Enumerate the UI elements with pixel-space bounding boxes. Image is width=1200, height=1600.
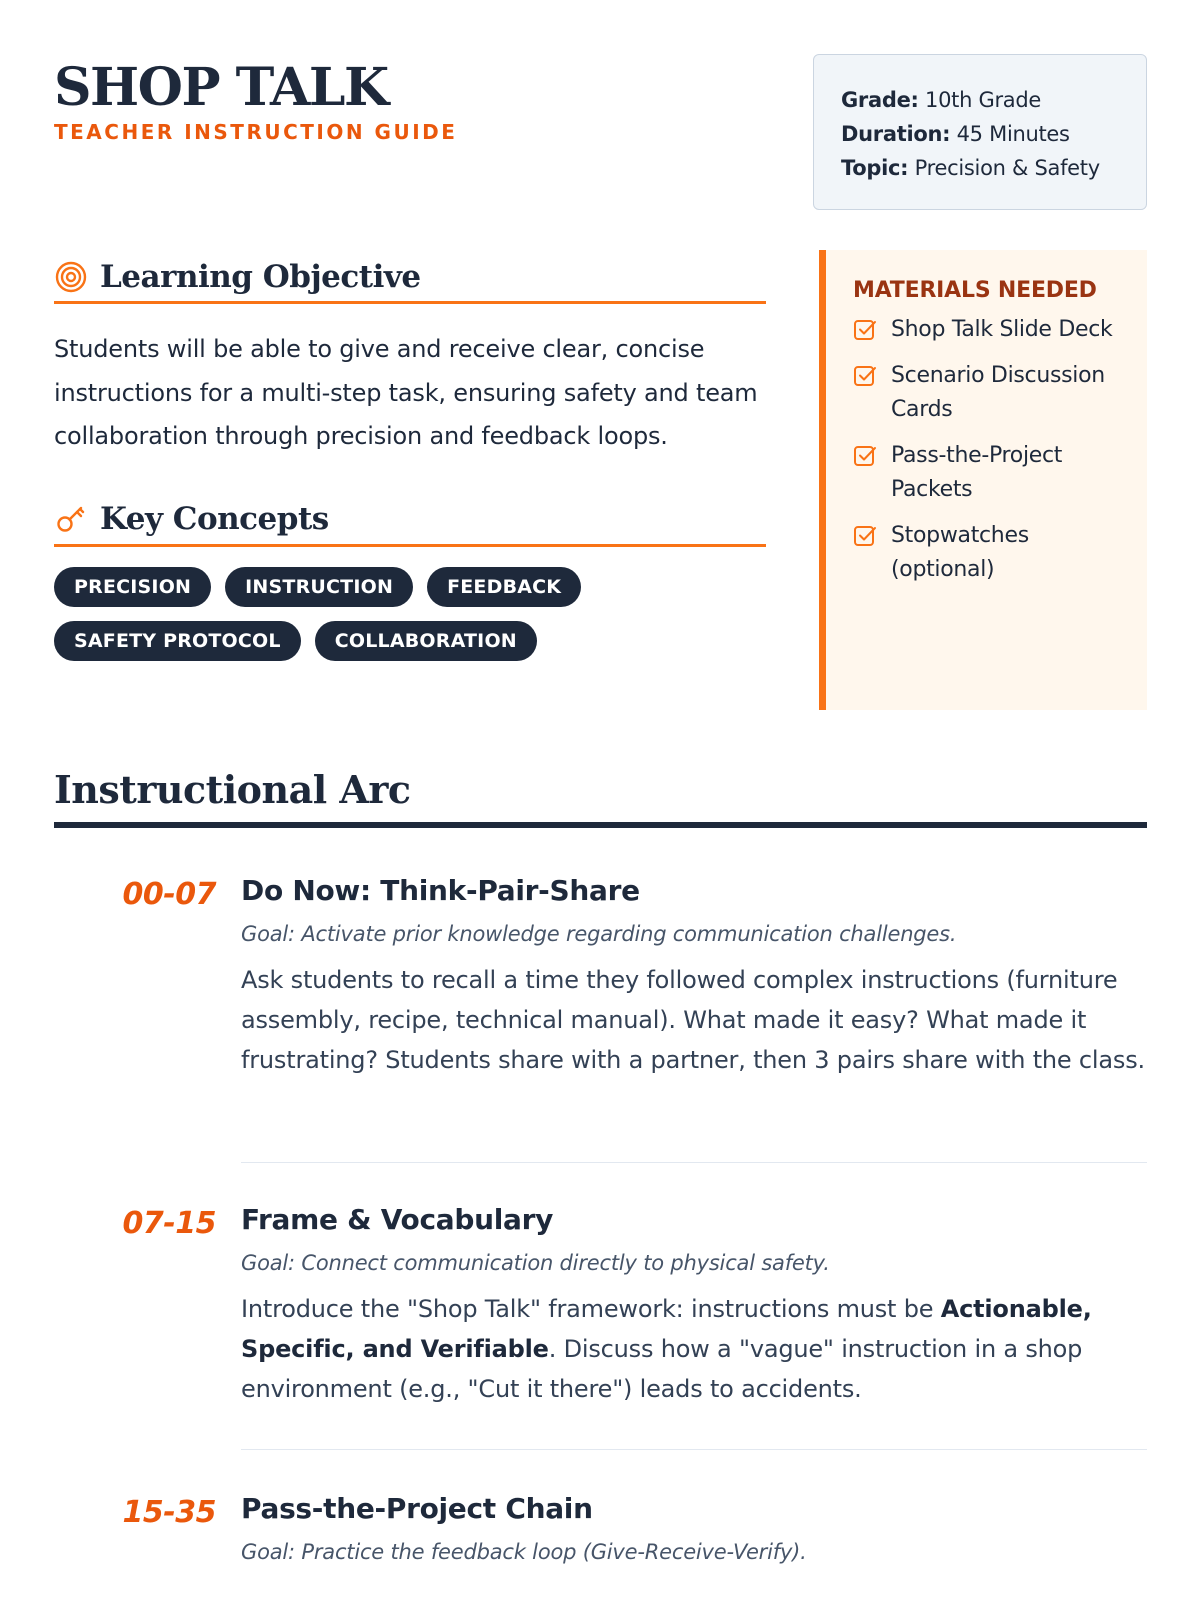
concept-tags	[54, 567, 766, 661]
instructional-arc	[54, 767, 1147, 1564]
material-label: Scenario Discussion Cards	[891, 363, 1105, 422]
step-content	[241, 1200, 1147, 1409]
step-time: 15-35	[122, 1495, 216, 1530]
step-goal: Goal: Connect communication directly to physical safety.	[241, 1251, 830, 1275]
meta-grade-value: 10th Grade	[925, 88, 1041, 112]
concept-tag: PRECISION	[54, 567, 211, 607]
step-content	[241, 1489, 1147, 1564]
step-divider	[241, 1162, 1147, 1163]
key-icon	[54, 502, 88, 536]
desc-emphasis: Actionable, Specific, and Verifiable	[241, 1295, 1092, 1363]
material-label: Pass-the-Project Packets	[891, 443, 1063, 502]
checkbox-icon	[853, 359, 879, 393]
page-header	[54, 58, 754, 144]
target-icon	[54, 260, 88, 294]
step-title: Pass-the-Project Chain	[241, 1492, 593, 1525]
material-item	[853, 439, 1137, 507]
step-time: 07-15	[122, 1206, 216, 1241]
materials-heading: MATERIALS NEEDED	[853, 278, 1097, 303]
meta-duration-label: Duration:	[841, 122, 951, 146]
checkbox-icon	[853, 519, 879, 553]
concepts-heading	[54, 495, 766, 547]
material-item	[853, 313, 1137, 347]
material-label: Shop Talk Slide Deck	[891, 317, 1113, 342]
objective-text: Students will be able to give and receive clear, concise instructions for a multi-step task, ensuring safety and team collaboration through precision and feedback loops.	[54, 335, 758, 450]
step-title: Do Now: Think-Pair-Share	[241, 874, 640, 907]
step-title: Frame & Vocabulary	[241, 1203, 554, 1236]
concept-tag: FEEDBACK	[427, 567, 581, 607]
step-description	[241, 1289, 1147, 1409]
meta-grade	[841, 83, 1146, 117]
lesson-meta-box	[813, 54, 1147, 210]
meta-topic-value: Precision & Safety	[914, 156, 1100, 180]
material-item	[853, 519, 1137, 587]
step-time: 00-07	[122, 877, 216, 912]
page-subtitle: TEACHER INSTRUCTION GUIDE	[54, 120, 458, 144]
step-goal: Goal: Practice the feedback loop (Give-Receive-Verify).	[241, 1540, 807, 1564]
materials-panel	[819, 250, 1147, 710]
meta-grade-label: Grade:	[841, 88, 919, 112]
meta-duration-value: 45 Minutes	[956, 122, 1070, 146]
objective-heading	[54, 252, 766, 304]
objective-heading-text: Learning Objective	[100, 258, 421, 295]
step-goal: Goal: Activate prior knowledge regarding communication challenges.	[241, 922, 957, 946]
checkbox-icon	[853, 439, 879, 473]
arc-heading: Instructional Arc	[54, 767, 1147, 828]
meta-duration	[841, 117, 1146, 151]
concepts-heading-text: Key Concepts	[100, 501, 329, 537]
page-title: SHOP TALK	[54, 57, 388, 118]
step-divider	[241, 1449, 1147, 1450]
left-column	[54, 252, 766, 661]
material-label: Stopwatches (optional)	[891, 523, 1029, 582]
meta-topic-label: Topic:	[841, 156, 909, 180]
concept-tag: SAFETY PROTOCOL	[54, 621, 301, 661]
concept-tag: COLLABORATION	[315, 621, 537, 661]
desc-text: . Discuss how a "vague" instruction in a shop environment (e.g., "Cut it there") leads to accidents.	[241, 1335, 1083, 1403]
concept-tag: INSTRUCTION	[225, 567, 413, 607]
step-content	[241, 871, 1147, 1080]
material-item	[853, 359, 1137, 427]
checkbox-icon	[853, 313, 879, 347]
meta-topic	[841, 151, 1146, 185]
step-description: Ask students to recall a time they followed complex instructions (furniture assembly, recipe, technical manual). What made it easy? What made it frustrating? Students share with a partner, then 3 pairs share with the class.	[241, 966, 1145, 1074]
desc-text: Introduce the "Shop Talk" framework: instructions must be	[241, 1295, 941, 1323]
